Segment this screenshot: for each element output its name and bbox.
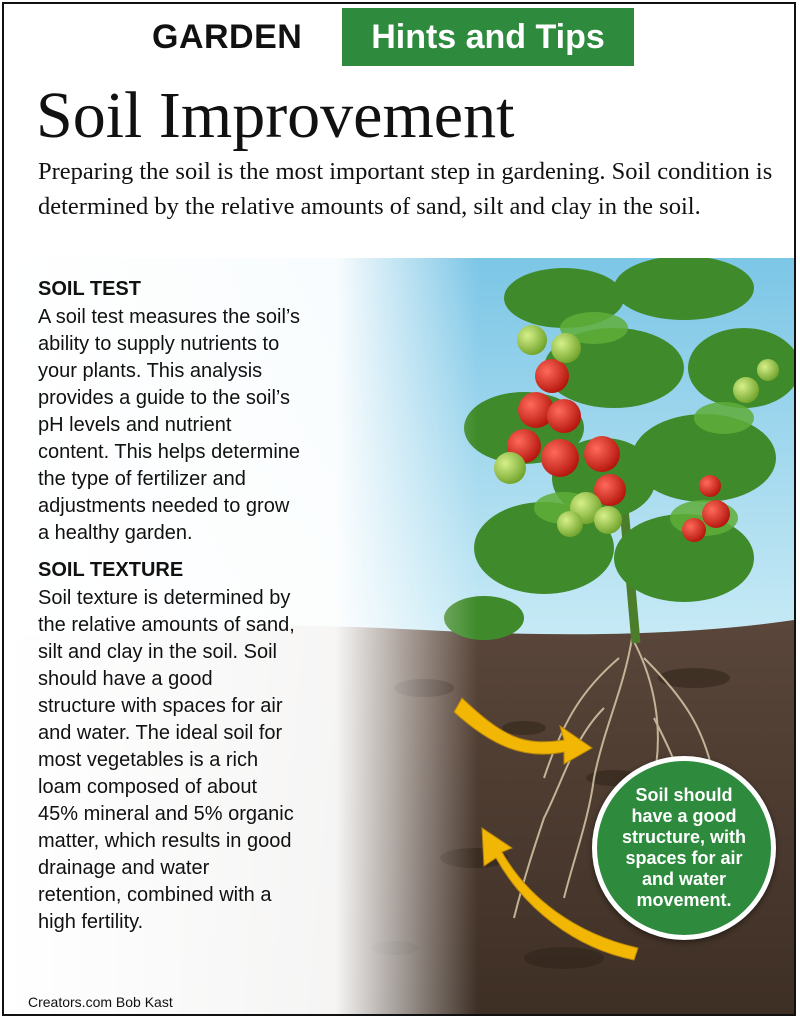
body-line: 45% mineral and 5% organic (38, 803, 294, 825)
body-line: the relative amounts of sand, (38, 614, 295, 636)
soil-texture-section (38, 555, 368, 936)
body-line: ability to supply nutrients to (38, 333, 280, 355)
text-column (38, 270, 368, 944)
body-line: Soil texture is determined by (38, 587, 291, 609)
body-line: the type of fertilizer and (38, 468, 246, 490)
soil-test-section (38, 274, 368, 547)
callout-line: Soil should (635, 785, 733, 805)
body-line: your plants. This analysis (38, 360, 263, 382)
credit-line: Creators.com Bob Kast (28, 994, 173, 1010)
hints-tag: Hints and Tips (342, 8, 634, 66)
callout-line: structure, with (621, 827, 746, 847)
body-line: most vegetables is a rich (38, 749, 259, 771)
header (4, 4, 794, 72)
callout-line: have a good (631, 806, 737, 826)
body-line: retention, combined with a (38, 884, 272, 906)
section-body (38, 585, 368, 936)
page-title: Soil Improvement (36, 79, 515, 152)
callout-line: spaces for air (625, 848, 743, 868)
body-line: A soil test measures the soil’s (38, 306, 300, 328)
section-heading: SOIL TEXTURE (38, 559, 184, 581)
intro-paragraph: Preparing the soil is the most important step in gardening. Soil condition is determined by the relative amounts of sand, silt and clay in the soil. (38, 158, 773, 220)
body-line: adjustments needed to grow (38, 495, 290, 517)
section-heading: SOIL TEST (38, 278, 141, 300)
body-line: should have a good (38, 668, 213, 690)
body-line: a healthy garden. (38, 522, 193, 544)
section-body (38, 304, 368, 547)
body-line: pH levels and nutrient (38, 414, 232, 436)
body-line: structure with spaces for air (38, 695, 283, 717)
callout-line: and water (641, 869, 727, 889)
body-line: provides a guide to the soil’s (38, 387, 291, 409)
callout-line: movement. (636, 890, 732, 910)
callout-text (609, 785, 759, 911)
structure-callout-badge (592, 756, 776, 940)
body-line: high fertility. (38, 911, 144, 933)
body-line: loam composed of about (38, 776, 258, 798)
tips-card (2, 2, 796, 1016)
body-line: silt and clay in the soil. Soil (38, 641, 278, 663)
body-line: content. This helps determine (38, 441, 301, 463)
body-line: matter, which results in good (38, 830, 292, 852)
body-line: and water. The ideal soil for (38, 722, 283, 744)
brand-label: GARDEN (152, 18, 303, 56)
body-line: drainage and water (38, 857, 210, 879)
